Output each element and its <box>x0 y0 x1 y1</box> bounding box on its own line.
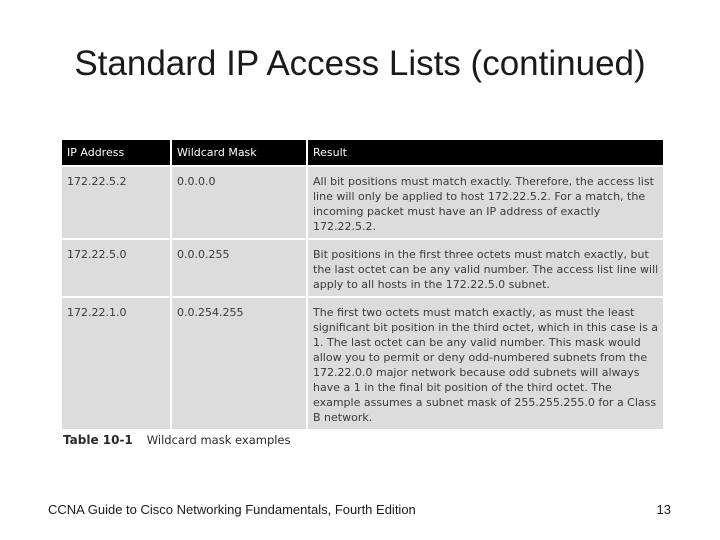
table-row <box>62 165 663 238</box>
cell-ip-address: 172.22.5.0 <box>62 238 172 296</box>
table-row <box>62 296 663 429</box>
cell-wildcard-mask: 0.0.0.255 <box>172 238 308 296</box>
table-caption <box>63 433 291 447</box>
slide-title: Standard IP Access Lists (continued) <box>74 44 646 83</box>
column-header-result: Result <box>308 140 663 165</box>
table-row <box>62 238 663 296</box>
cell-result: The first two octets must match exactly, as must the least significant bit position in the third octet, which in this case is a 1. The last octet can be any valid number. This mask would allow you to permit or deny odd-numbered subnets from the 172.22.0.0 major network because odd subnets will always have a 1 in the final bit position of the third octet. The example assumes a subnet mask of 255.255.255.0 for a Class B network. <box>308 296 663 429</box>
caption-number: Table 10-1 <box>63 433 133 447</box>
cell-ip-address: 172.22.1.0 <box>62 296 172 429</box>
table-header-row <box>62 140 663 165</box>
cell-result: Bit positions in the first three octets must match exactly, but the last octet can be any valid number. The access list line will apply to all hosts in the 172.22.5.0 subnet. <box>308 238 663 296</box>
column-header-wildcard-mask: Wildcard Mask <box>172 140 308 165</box>
wildcard-mask-table <box>62 140 663 429</box>
column-header-ip-address: IP Address <box>62 140 172 165</box>
cell-result: All bit positions must match exactly. Therefore, the access list line will only be applied to host 172.22.5.2. For a match, the incoming packet must have an IP address of exactly 172.22.5.2. <box>308 165 663 238</box>
cell-wildcard-mask: 0.0.254.255 <box>172 296 308 429</box>
page-number: 13 <box>656 502 671 517</box>
cell-ip-address: 172.22.5.2 <box>62 165 172 238</box>
caption-text: Wildcard mask examples <box>146 433 291 447</box>
footer-source: CCNA Guide to Cisco Networking Fundamentals, Fourth Edition <box>48 502 416 517</box>
cell-wildcard-mask: 0.0.0.0 <box>172 165 308 238</box>
